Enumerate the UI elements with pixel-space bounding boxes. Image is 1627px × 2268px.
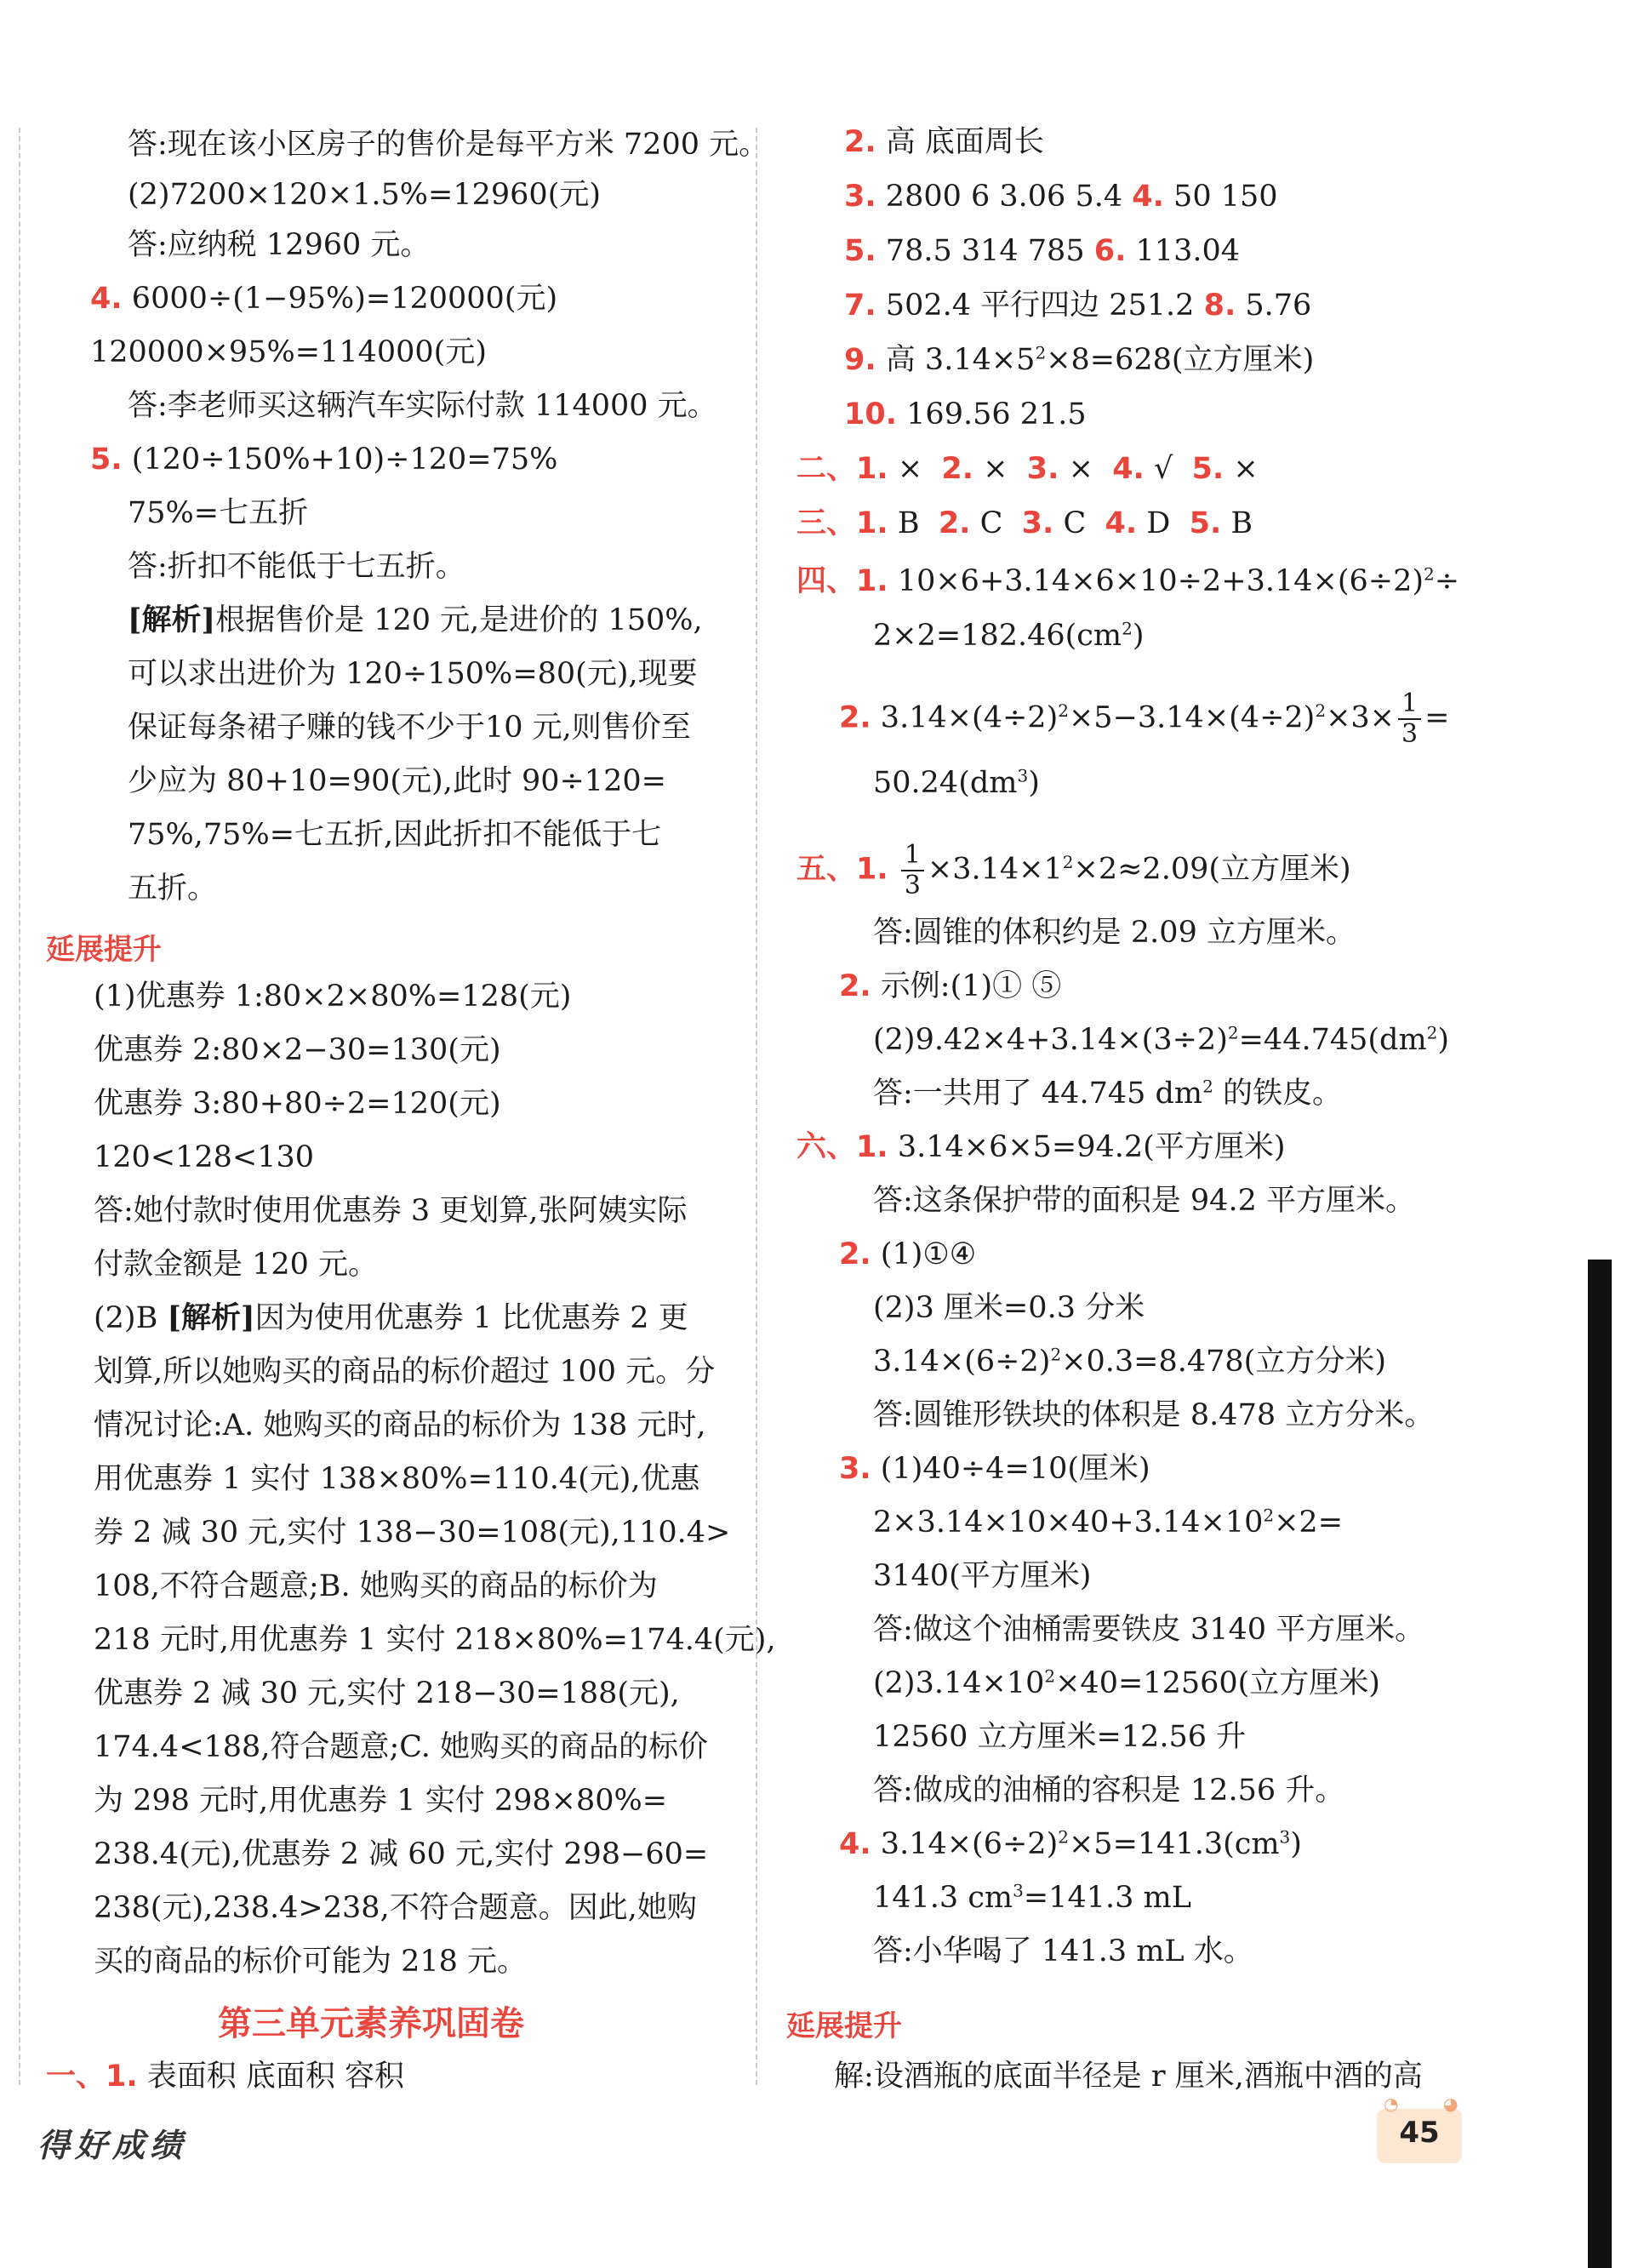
answer-row xyxy=(844,287,1311,324)
question-1 xyxy=(46,2058,404,2095)
calc-text: ) xyxy=(1132,619,1145,653)
calc-text: ) xyxy=(1028,766,1040,800)
calc-text: 3.14×(6÷2) xyxy=(873,1345,1051,1379)
question-number: 2. xyxy=(839,700,871,735)
exponent: 2 xyxy=(1424,563,1435,585)
question-number: 4. xyxy=(90,282,123,316)
calc-line xyxy=(873,617,1145,654)
question-number: 1. xyxy=(856,1130,888,1164)
exponent: 2 xyxy=(1315,700,1327,721)
question-number: 1. xyxy=(856,564,888,598)
calc-text: ×2= xyxy=(1274,1505,1344,1540)
answer-mark: × xyxy=(897,452,923,486)
analysis-line: 75%,75%=七五折,因此折扣不能低于七 xyxy=(128,818,662,852)
answer-text: 50 150 xyxy=(1173,180,1278,214)
exponent: 3 xyxy=(1279,1826,1291,1848)
analysis-line: 五折。 xyxy=(128,871,218,905)
section-number: 二、 xyxy=(796,452,857,486)
column-divider xyxy=(756,128,757,2085)
calc-text: ×5=141.3(cm xyxy=(1068,1827,1280,1861)
exponent: 2 xyxy=(1035,342,1047,363)
scan-edge-shadow xyxy=(1588,1260,1612,2268)
question-number: 5. xyxy=(844,234,876,268)
answer-row xyxy=(844,178,1278,215)
exponent: 2 xyxy=(1050,1344,1062,1365)
calc-text: (2)3.14×10 xyxy=(873,1666,1045,1700)
question-number: 1. xyxy=(856,852,888,887)
analysis-line: 174.4<188,符合题意;C. 她购买的商品的标价 xyxy=(94,1730,709,1764)
analysis-text: 因为使用优惠券 1 比优惠券 2 更 xyxy=(254,1301,688,1335)
answer-text: 高 底面周长 xyxy=(885,125,1044,159)
analysis-tag: [解析] xyxy=(167,1300,255,1335)
exponent: 2 xyxy=(1227,1022,1239,1043)
calc-line: 3140(平方厘米) xyxy=(873,1559,1092,1593)
section-five-q1 xyxy=(796,841,1351,900)
exponent: 2 xyxy=(1426,1022,1438,1043)
calc-line xyxy=(873,764,1040,802)
answer-text: 502.4 平行四边 251.2 xyxy=(885,288,1195,323)
question-number: 4. xyxy=(1132,180,1164,214)
question-number: 4. xyxy=(1112,452,1145,486)
question-number: 4. xyxy=(839,1827,871,1861)
question-number: 5. xyxy=(90,443,123,477)
analysis-line: 优惠券 2 减 30 元,实付 218−30=188(元), xyxy=(94,1677,680,1711)
section-three-row xyxy=(796,505,1253,542)
question-number: 3. xyxy=(839,1452,871,1486)
answer-line: 答:做成的油桶的容积是 12.56 升。 xyxy=(873,1774,1345,1808)
answer-line: 答:圆锥形铁块的体积是 8.478 立方分米。 xyxy=(873,1398,1435,1432)
section-six-q1 xyxy=(796,1128,1286,1166)
answer-line xyxy=(873,1075,1342,1112)
fraction xyxy=(901,841,924,900)
exponent: 2 xyxy=(1202,1076,1213,1097)
analysis-line: 108,不符合题意;B. 她购买的商品的标价为 xyxy=(94,1569,658,1603)
question-number: 2. xyxy=(938,506,971,540)
analysis-line: 保证每条裙子赚的钱不少于10 元,则售价至 xyxy=(128,711,691,745)
analysis-line: 可以求出进价为 120÷150%=80(元),现要 xyxy=(128,657,698,691)
exponent: 2 xyxy=(1122,618,1133,639)
calc-text: (2)9.42×4+3.14×(3÷2) xyxy=(873,1023,1228,1057)
exponent: 3 xyxy=(1017,765,1029,786)
calc-line: 优惠券 3:80+80÷2=120(元) xyxy=(94,1087,501,1121)
exponent: 2 xyxy=(1044,1665,1056,1687)
answer-text: 5.76 xyxy=(1245,288,1312,323)
answer-choice: C xyxy=(1063,506,1087,540)
question-number: 3. xyxy=(1021,506,1054,540)
question-number: 9. xyxy=(844,343,876,377)
calc-text: 3.14×6×5=94.2(平方厘米) xyxy=(897,1130,1286,1164)
fraction-denominator: 3 xyxy=(904,871,921,900)
analysis-line: 218 元时,用优惠券 1 实付 218×80%=174.4(元), xyxy=(94,1623,776,1657)
fraction-denominator: 3 xyxy=(1401,719,1419,749)
calc-text: ×3× xyxy=(1326,700,1395,735)
section-extension-heading: 延展提升 xyxy=(46,933,162,967)
calc-line: (2)3 厘米=0.3 分米 xyxy=(873,1291,1145,1325)
section-two-row xyxy=(796,450,1259,488)
exponent: 2 xyxy=(1058,1826,1069,1848)
answer-text: 高 3.14×5 xyxy=(885,343,1036,377)
calc-text: =44.745(dm xyxy=(1238,1023,1427,1057)
analysis-line: 买的商品的标价可能为 218 元。 xyxy=(94,1945,528,1979)
section-number: 六、 xyxy=(796,1130,857,1164)
analysis-line: 少应为 80+10=90(元),此时 90÷120= xyxy=(128,764,666,798)
answer-choice: B xyxy=(1230,506,1253,540)
question-number: 5. xyxy=(1189,506,1222,540)
answer-text: 78.5 314 785 xyxy=(885,234,1085,268)
question-number: 2. xyxy=(839,1237,871,1271)
answer-text: 113.04 xyxy=(1135,234,1240,268)
answer-text: 169.56 21.5 xyxy=(906,397,1087,431)
analysis-line: 为 298 元时,用优惠券 1 实付 298×80%= xyxy=(94,1784,668,1818)
exponent: 2 xyxy=(1062,851,1074,872)
calc-line: 120000×95%=114000(元) xyxy=(90,335,487,369)
page-number: 45 xyxy=(1399,2116,1440,2150)
section-number: 三、 xyxy=(796,506,857,540)
answer-line: 付款金额是 120 元。 xyxy=(94,1248,379,1282)
answer-text: (1)①④ xyxy=(880,1237,977,1271)
calc-text: ×40=12560(立方厘米) xyxy=(1055,1666,1380,1700)
question-number: 8. xyxy=(1203,288,1236,323)
section-six-q2 xyxy=(839,1236,976,1273)
question-5 xyxy=(90,441,557,478)
calc-text: 6000÷(1−95%)=120000(元) xyxy=(131,282,558,316)
answer-text: ×8=628(立方厘米) xyxy=(1046,343,1315,377)
calc-line: (1)优惠券 1:80×2×80%=128(元) xyxy=(94,980,572,1014)
question-number: 10. xyxy=(844,397,898,431)
answer-line: 答:她付款时使用优惠券 3 更划算,张阿姨实际 xyxy=(94,1194,688,1228)
answer-row xyxy=(844,232,1240,270)
analysis-line: 情况讨论:A. 她购买的商品的标价为 138 元时, xyxy=(94,1408,706,1442)
calc-text: 141.3 cm xyxy=(873,1881,1013,1915)
analysis-line: 用优惠券 1 实付 138×80%=110.4(元),优惠 xyxy=(94,1462,700,1496)
exponent: 2 xyxy=(1263,1505,1275,1526)
exponent: 2 xyxy=(1058,700,1069,721)
fraction-numerator: 1 xyxy=(901,841,924,871)
answer-line: 答:应纳税 12960 元。 xyxy=(128,228,431,262)
calc-line xyxy=(873,1021,1449,1059)
badge-decoration-icon: ◔ xyxy=(1384,2094,1399,2114)
analysis-line: 划算,所以她购买的商品的标价超过 100 元。分 xyxy=(94,1355,716,1389)
calc-text: ×5−3.14×(4÷2) xyxy=(1068,700,1316,735)
answer-text: 答:一共用了 44.745 dm xyxy=(873,1077,1203,1111)
answer-mark: √ xyxy=(1153,452,1173,486)
answer-text: 2800 6 3.06 5.4 xyxy=(885,180,1123,214)
question-number: 2. xyxy=(844,125,876,159)
page-number-badge xyxy=(1377,2109,1462,2163)
section-number: 四、 xyxy=(796,564,857,598)
section-extension-heading: 延展提升 xyxy=(786,2009,902,2043)
calc-line xyxy=(873,1504,1343,1541)
answer-line: 答:这条保护带的面积是 94.2 平方厘米。 xyxy=(873,1184,1415,1218)
calc-text: 2×3.14×10×40+3.14×10 xyxy=(873,1505,1264,1540)
section-four-q2 xyxy=(839,689,1449,749)
section-number: 五、 xyxy=(796,852,857,887)
answer-text: 示例:(1)① ⑤ xyxy=(880,969,1062,1003)
question-number: 2. xyxy=(839,969,871,1003)
solution-line: 解:设酒瓶的底面半径是 r 厘米,酒瓶中酒的高 xyxy=(834,2059,1423,2094)
answer-text: 的铁皮。 xyxy=(1213,1077,1342,1111)
question-number: 3. xyxy=(844,180,876,214)
answer-mark: × xyxy=(1068,452,1093,486)
calc-text: 50.24(dm xyxy=(873,766,1018,800)
calc-line: 优惠券 2:80×2−30=130(元) xyxy=(94,1033,501,1067)
answer-row xyxy=(844,396,1087,433)
analysis-tag: [解析] xyxy=(128,603,216,637)
section-six-q3 xyxy=(839,1450,1150,1488)
calc-text: ×0.3=8.478(立方分米) xyxy=(1061,1345,1386,1379)
answer-line: 答:圆锥的体积约是 2.09 立方厘米。 xyxy=(873,916,1356,950)
section-four-q1 xyxy=(796,563,1459,600)
calc-line xyxy=(873,1343,1386,1380)
calc-text: ) xyxy=(1290,1827,1302,1861)
calc-text: = xyxy=(1424,700,1450,735)
calc-text: ÷ xyxy=(1434,564,1460,598)
answer-mark: × xyxy=(1233,452,1259,486)
calc-text: (1)40÷4=10(厘米) xyxy=(880,1452,1150,1486)
answer-choice: (2)B xyxy=(94,1301,168,1335)
calc-text: ) xyxy=(1437,1023,1450,1057)
answer-line: 答:折扣不能低于七五折。 xyxy=(128,550,465,584)
answer-row xyxy=(844,123,1044,161)
calc-line xyxy=(873,1665,1380,1702)
badge-decoration-icon: ◕ xyxy=(1443,2094,1459,2114)
calc-line xyxy=(873,1879,1191,1917)
exponent: 3 xyxy=(1013,1880,1024,1901)
answer-choice: D xyxy=(1146,506,1171,540)
answer-line: 答:现在该小区房子的售价是每平方米 7200 元。 xyxy=(128,128,769,162)
calc-text: ×2≈2.09(立方厘米) xyxy=(1073,852,1351,887)
question-number: 1. xyxy=(856,506,888,540)
answer-line: 答:小华喝了 141.3 mL 水。 xyxy=(873,1934,1253,1968)
answer-line: 答:做这个油桶需要铁皮 3140 平方厘米。 xyxy=(873,1613,1425,1647)
analysis-line xyxy=(128,602,703,639)
analysis-line: 券 2 减 30 元,实付 138−30=108(元),110.4> xyxy=(94,1516,731,1550)
calc-line: 75%=七五折 xyxy=(128,496,309,530)
fraction-numerator: 1 xyxy=(1398,689,1421,720)
question-number: 一、1. xyxy=(46,2059,138,2094)
section-five-q2 xyxy=(839,968,1061,1005)
calc-text: 3.14×(4÷2) xyxy=(880,700,1059,735)
answer-text: 表面积 底面积 容积 xyxy=(146,2059,405,2094)
calc-text: 3.14×(6÷2) xyxy=(880,1827,1059,1861)
calc-text: 10×6+3.14×6×10÷2+3.14×(6÷2) xyxy=(897,564,1424,598)
answer-choice: B xyxy=(897,506,920,540)
unit-title: 第三单元素养巩固卷 xyxy=(218,2004,524,2043)
analysis-text: 根据售价是 120 元,是进价的 150%, xyxy=(215,603,703,637)
fraction xyxy=(1398,689,1421,749)
question-number: 7. xyxy=(844,288,876,323)
question-4 xyxy=(90,280,557,317)
analysis-line: 238.4(元),优惠券 2 减 60 元,实付 298−60= xyxy=(94,1837,709,1871)
question-number: 2. xyxy=(941,452,974,486)
calc-text: 2×2=182.46(cm xyxy=(873,619,1122,653)
brand-logo-text: 得好成绩 xyxy=(37,2126,188,2164)
calc-line: 120<128<130 xyxy=(94,1140,315,1174)
question-number: 3. xyxy=(1026,452,1059,486)
analysis-line xyxy=(94,1300,688,1337)
question-number: 6. xyxy=(1093,234,1127,268)
answer-line: 答:李老师买这辆汽车实际付款 114000 元。 xyxy=(128,389,717,423)
question-number: 4. xyxy=(1105,506,1138,540)
left-margin-line xyxy=(19,128,20,2085)
question-number: 5. xyxy=(1191,452,1225,486)
calc-text: ×3.14×1 xyxy=(927,852,1063,887)
calc-line: (2)7200×120×1.5%=12960(元) xyxy=(128,178,602,212)
answer-choice: C xyxy=(979,506,1003,540)
answer-mark: × xyxy=(983,452,1008,486)
answer-row xyxy=(844,341,1314,379)
section-six-q4 xyxy=(839,1825,1302,1863)
calc-text: (120÷150%+10)÷120=75% xyxy=(131,443,558,477)
analysis-line: 238(元),238.4>238,不符合题意。因此,她购 xyxy=(94,1891,697,1925)
calc-line: 12560 立方厘米=12.56 升 xyxy=(873,1720,1247,1754)
question-number: 1. xyxy=(856,452,888,486)
calc-text: =141.3 mL xyxy=(1023,1881,1191,1915)
